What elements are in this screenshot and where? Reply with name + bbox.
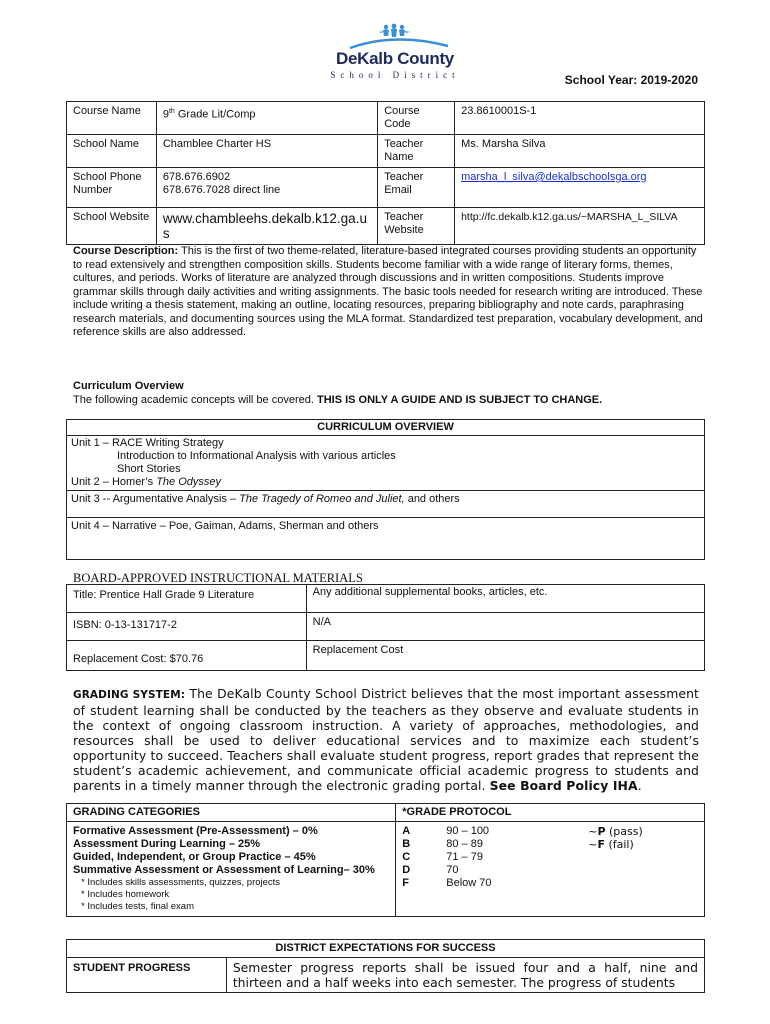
logo-figures-icon [330,22,460,52]
unit-3: Unit 3 -- Argumentative Analysis – The Tragedy of Romeo and Juliet, and others [67,491,705,518]
materials-replacement-cost-2: Replacement Cost [306,641,704,671]
course-name-label: Course Name [67,102,157,135]
materials-title: Title: Prentice Hall Grade 9 Literature [67,585,307,613]
unit-4: Unit 4 – Narrative – Poe, Gaiman, Adams, Sherman and others [67,518,705,560]
note-1: * Includes skills assessments, quizzes, projects [81,877,281,888]
school-phone-value: 678.676.6902 678.676.7028 direct line [156,168,377,208]
course-code-value: 23.8610001S-1 [455,102,705,135]
grade-range-f: Below 70 [446,877,492,889]
grade-letter-f: F [402,877,409,889]
teacher-email-value [455,168,705,208]
district-logo [330,22,460,80]
logo-subtitle: School District [330,70,460,80]
student-progress-text: Semester progress reports shall be issued four and a half, nine and thirteen and a half weeks into each semester. The progress of students [226,958,704,993]
unit-1: Unit 1 – RACE Writing Strategy Introduction to Informational Analysis with various articles Short Stories Unit 2 – Homer’s The Odyssey [67,436,705,491]
course-info-table [66,101,705,245]
course-description-label: Course Description: [73,245,179,257]
grade-range-c: 71 – 79 [446,851,483,863]
materials-supplemental: Any additional supplemental books, articles, etc. [306,585,704,613]
category-summative: Summative Assessment or Assessment of Learning– 30% [73,864,375,876]
curriculum-intro: The following academic concepts will be covered. THIS IS ONLY A GUIDE AND IS SUBJECT TO CHANGE. [73,394,603,406]
school-year: School Year: 2019-2020 [564,73,698,87]
curriculum-table [66,419,705,560]
school-website-value[interactable]: www.chambleehs.dekalb.k12.ga.us [156,208,377,245]
course-name-value: 9th Grade Lit/Comp [156,102,377,135]
grade-letter-d: D [402,864,411,876]
grading-categories [67,822,396,917]
category-during-learning: Assessment During Learning – 25% [73,838,261,850]
category-practice: Guided, Independent, or Group Practice – 45% [73,851,316,863]
fail-label: ~F (fail) [588,838,634,851]
grading-table [66,803,705,917]
note-2: * Includes homework [81,889,170,900]
teacher-email-label: Teacher Email [378,168,455,208]
teacher-name-value: Ms. Marsha Silva [455,135,705,168]
curriculum-heading: Curriculum Overview [73,380,184,392]
category-formative: Formative Assessment (Pre-Assessment) – 0% [73,825,318,837]
school-name-value: Chamblee Charter HS [156,135,377,168]
school-phone-label: School Phone Number [67,168,157,208]
school-name-label: School Name [67,135,157,168]
grading-categories-header: GRADING CATEGORIES [67,804,396,822]
grade-range-a: 90 – 100 [446,825,490,837]
note-3: * Includes tests, final exam [81,901,194,912]
grade-protocol [396,822,705,917]
logo-name: DeKalb County [336,49,454,68]
expectations-table [66,939,705,993]
teacher-email-link[interactable]: marsha_l_silva@dekalbschoolsga.org [461,171,647,183]
course-code-label: Course Code [378,102,455,135]
grade-letter-a: A [402,825,411,837]
materials-na: N/A [306,613,704,641]
materials-table [66,584,705,671]
student-progress-label: STUDENT PROGRESS [67,958,227,993]
teacher-website-label: Teacher Website [378,208,455,245]
grade-range-b: 80 – 89 [446,838,483,850]
pass-label: ~P (pass) [588,825,643,838]
grading-system-label: GRADING SYSTEM: [73,689,186,701]
teacher-name-label: Teacher Name [378,135,455,168]
materials-replacement-cost: Replacement Cost: $70.76 [67,641,307,671]
expectations-title: DISTRICT EXPECTATIONS FOR SUCCESS [67,940,705,958]
course-description [73,245,703,340]
grade-protocol-header: *GRADE PROTOCOL [396,804,705,822]
board-policy: See Board Policy IHA [489,778,638,793]
curriculum-table-title: CURRICULUM OVERVIEW [67,420,705,436]
course-description-text: This is the first of two theme-related, literature-based integrated courses providing students an opportunity to read extensively and strengthen composition skills. Students become familiar with a wide range of literary forms, themes, cultures, and periods. Works of literature are analyzed through discussions and in written compositions. Students improve grammar skills through daily activities and writing assignments. The basic tools needed for research writing are introduced. These include writing a thesis statement, making an outline, locating resources, preparing bibliography and note cards, paraphrasing research materials, and documenting sources using the MLA format. Standardized test preparation, vocabulary development, and reference skills are also addressed. [73,245,703,338]
grade-letter-b: B [402,838,411,850]
school-website-label: School Website [67,208,157,245]
materials-isbn: ISBN: 0-13-131717-2 [67,613,307,641]
materials-heading: BOARD-APPROVED INSTRUCTIONAL MATERIALS [73,571,363,585]
grade-range-d: 70 [446,864,459,876]
teacher-website-value[interactable]: http://fc.dekalb.k12.ga.us/~MARSHA_L_SILVA [455,208,705,245]
grade-letter-c: C [402,851,411,863]
grading-system: GRADING SYSTEM: The DeKalb County School District believes that the most important assessment of student learning shall be conducted by the teachers as they observe and evaluate students in the context of ongoing classroom instruction. A variety of approaches, methodologies, and resources shall be used to deliver educational services and to maximize each student’s opportunity to succeed. Teachers shall evaluate student progress, report grades that represent the student’s academic achievement, and communicate official academic progress to students and parents in a timely manner through the electronic grading portal. See Board Policy IHA. [73,686,699,793]
